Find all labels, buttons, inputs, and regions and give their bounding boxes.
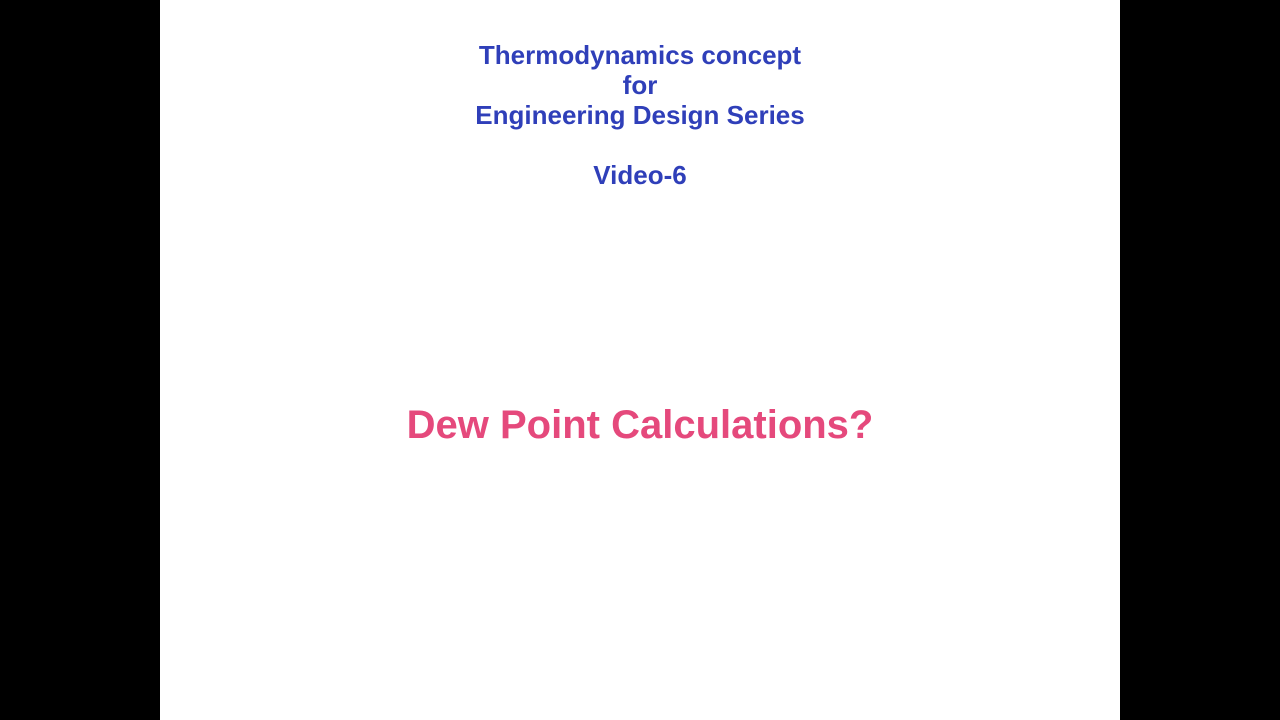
video-number-label: Video-6 (593, 160, 687, 190)
series-title-line-3: Engineering Design Series (475, 100, 805, 130)
series-title-line-2: for (622, 70, 658, 100)
series-title-block (160, 40, 1120, 190)
letterbox-right (1120, 0, 1280, 720)
series-title-line-1: Thermodynamics concept (478, 40, 802, 70)
letterbox-left (0, 0, 160, 720)
slide-main-heading: Dew Point Calculations? (406, 403, 874, 447)
title-slide (160, 0, 1120, 720)
